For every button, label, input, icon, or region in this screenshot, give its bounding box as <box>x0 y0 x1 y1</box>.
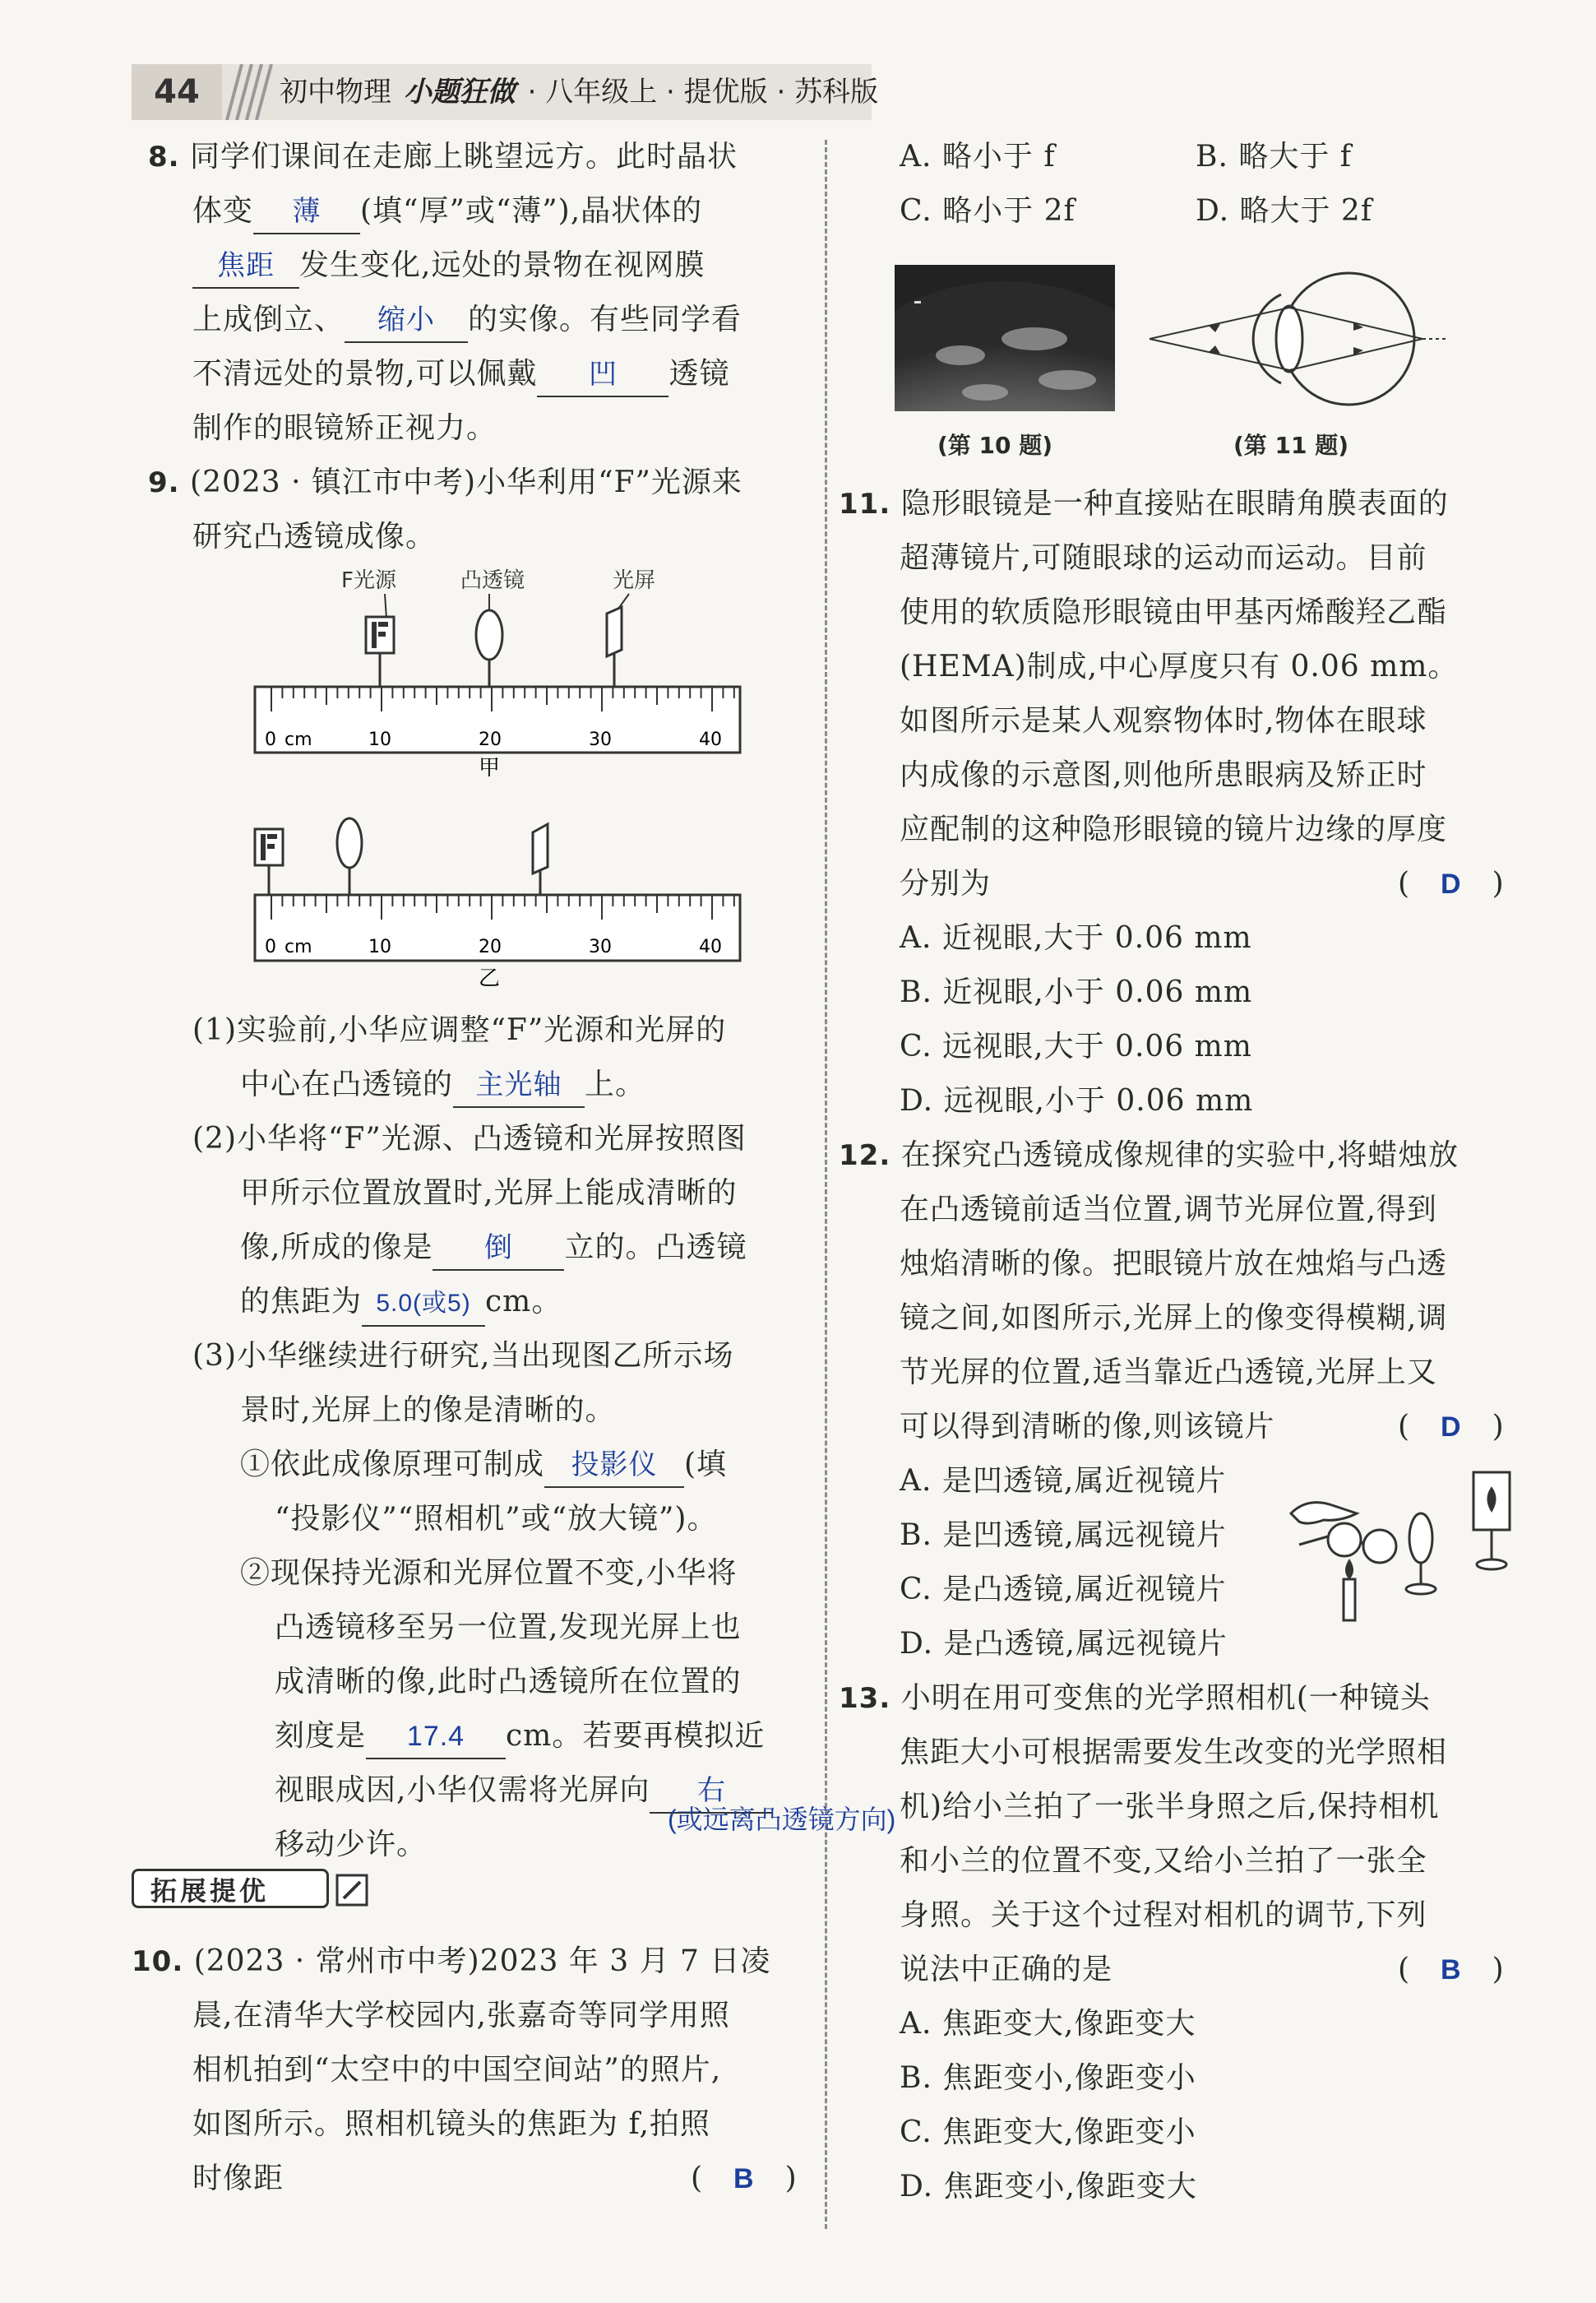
space-station-photo <box>895 265 1115 411</box>
q13-answer-paren: ( B ) <box>1398 1953 1505 1986</box>
q13-option-b: B. 焦距变小,像距变小 <box>900 2061 1196 2095</box>
answer-choice: B <box>733 2163 755 2194</box>
label-screen: 光屏 <box>613 568 656 593</box>
q13-line6: 说法中正确的是 <box>900 1953 1113 1986</box>
text: 发生变化,远处的景物在视网膜 <box>299 248 705 282</box>
q11-line4: (HEMA)制成,中心厚度只有 0.06 mm。 <box>900 650 1459 683</box>
brand-logo: 小题狂做 <box>403 76 516 109</box>
figure-caption-11: (第 11 题) <box>1233 432 1349 459</box>
q9-sub2-line3: 成清晰的像,此时凸透镜所在位置的 <box>275 1665 742 1698</box>
figure-caption-10: (第 10 题) <box>937 432 1053 459</box>
section-tag: 拓展提优 <box>132 1869 329 1908</box>
answer-blank: 右 <box>650 1769 773 1814</box>
q11-line8: 分别为 <box>900 867 992 901</box>
q8-line3 <box>192 239 705 293</box>
text: 同学们课间在走廊上眺望远方。此时晶状 <box>190 140 738 174</box>
q9-part3-line2: 景时,光屏上的像是清晰的。 <box>240 1393 616 1427</box>
q9-sub2-line6: 移动少许。 <box>275 1828 428 1861</box>
question-number: 8. <box>148 141 180 174</box>
tick-label: 0 <box>265 937 276 957</box>
q13-option-a: A. 焦距变大,像距变大 <box>900 2007 1196 2041</box>
question-number: 13. <box>839 1682 891 1715</box>
q9-line2: 研究凸透镜成像。 <box>192 520 437 554</box>
text: 上成倒立、 <box>192 303 345 336</box>
q10-option-b: B. 略大于 f <box>1196 140 1353 174</box>
text: 在探究凸透镜成像规律的实验中,将蜡烛放 <box>900 1138 1460 1172</box>
text: 刻度是 <box>275 1719 367 1753</box>
q10-option-a: A. 略小于 f <box>900 140 1056 174</box>
answer-blank: 凹 <box>537 353 668 397</box>
label-lens: 凸透镜 <box>460 568 525 593</box>
text: 隐形眼镜是一种直接贴在眼睛角膜表面的 <box>900 487 1449 521</box>
tick-label: 20 <box>479 937 502 957</box>
q10-line2: 晨,在清华大学校园内,张嘉奇等同学用照 <box>192 1999 730 2032</box>
tick-label: 20 <box>479 730 502 750</box>
q13-line5: 身照。关于这个过程对相机的调节,下列 <box>900 1898 1427 1932</box>
text: cm。 <box>485 1285 562 1318</box>
text: 视眼成因,小华仅需将光屏向 <box>275 1773 650 1807</box>
text: ①依此成像原理可制成 <box>240 1448 545 1481</box>
answer-blank: 倒 <box>433 1226 564 1271</box>
q12-line6: 可以得到清晰的像,则该镜片 <box>900 1410 1275 1443</box>
answer-choice: D <box>1441 1411 1462 1443</box>
unit-label: cm <box>285 937 312 957</box>
q12-line5: 节光屏的位置,适当靠近凸透镜,光屏上又 <box>900 1355 1437 1389</box>
screen-a <box>607 607 622 687</box>
text: 体变 <box>192 194 254 228</box>
q12-option-d: D. 是凸透镜,属远视镜片 <box>900 1627 1228 1661</box>
tick-label: 40 <box>699 730 722 750</box>
q11-answer-paren: ( D ) <box>1398 867 1505 901</box>
q9-part3-line1: (3)小华继续进行研究,当出现图乙所示场 <box>192 1339 734 1373</box>
answer-choice: D <box>1441 869 1462 900</box>
f-source-a <box>366 617 394 687</box>
q13-option-c: C. 焦距变大,像距变小 <box>900 2115 1196 2149</box>
q12-line3: 烛焰清晰的像。把眼镜片放在烛焰与凸透 <box>900 1247 1448 1281</box>
q9-sub1-line2: “投影仪”“照相机”或“放大镜”)。 <box>275 1502 718 1536</box>
q11-option-a: A. 近视眼,大于 0.06 mm <box>900 921 1252 955</box>
answer-blank: 焦距 <box>192 244 299 289</box>
q13-line4: 和小兰的位置不变,又给小兰拍了一张全 <box>900 1844 1427 1878</box>
q9-sub2-line1: ②现保持光源和光屏位置不变,小华将 <box>240 1556 738 1590</box>
q12-answer-paren: ( D ) <box>1398 1410 1505 1443</box>
q10-line1 <box>132 1935 770 1989</box>
book-title <box>280 64 878 120</box>
edition-label: · 八年级上 · 提优版 · 苏科版 <box>527 76 879 109</box>
q9-part2-line4 <box>240 1275 562 1329</box>
lens-a <box>476 610 502 687</box>
pencil-icon <box>335 1874 368 1907</box>
q11-line6: 内成像的示意图,则他所患眼病及矫正时 <box>900 758 1427 792</box>
question-number: 11. <box>839 488 891 521</box>
lens-experiment-figure <box>1283 1464 1521 1637</box>
hand-icon <box>1291 1503 1357 1523</box>
q10-line3: 相机拍到“太空中的中国空间站”的照片, <box>192 2053 722 2087</box>
q10-option-c: C. 略小于 2f <box>900 194 1076 228</box>
answer-blank: 薄 <box>253 190 360 234</box>
text: 立的。凸透镜 <box>564 1230 747 1264</box>
tick-label: 10 <box>368 937 391 957</box>
text: 像,所成的像是 <box>240 1230 433 1264</box>
lens-b <box>337 818 362 895</box>
text: 的焦距为 <box>240 1285 363 1318</box>
question-number: 9. <box>148 466 180 499</box>
tick-label: 30 <box>589 730 612 750</box>
q9-part2-line3 <box>240 1221 747 1275</box>
q8-line2 <box>192 184 702 239</box>
answer-note: (或远离凸透镜方向) <box>668 1805 896 1834</box>
q12-line1 <box>839 1128 1459 1183</box>
q11-line3: 使用的软质隐形眼镜由甲基丙烯酸羟乙酯 <box>900 595 1448 629</box>
text: (填 <box>684 1448 728 1481</box>
eye-diagram <box>1143 265 1455 413</box>
column-divider <box>825 140 827 2229</box>
q9-part1-line2 <box>240 1058 645 1112</box>
figure-caption-b: 乙 <box>479 966 501 991</box>
q12-line2: 在凸透镜前适当位置,调节光屏位置,得到 <box>900 1193 1437 1226</box>
text: cm。若要再模拟近 <box>506 1719 766 1753</box>
text: 中心在凸透镜的 <box>240 1068 454 1101</box>
unit-label: cm <box>285 730 312 750</box>
q9-line1 <box>148 456 742 510</box>
answer-blank: 缩小 <box>345 299 468 343</box>
q12-option-c: C. 是凸透镜,属近视镜片 <box>900 1573 1227 1606</box>
q11-line7: 应配制的这种隐形眼镜的镜片边缘的厚度 <box>900 813 1448 846</box>
q12-option-a: A. 是凹透镜,属近视镜片 <box>900 1464 1227 1498</box>
text: (填“厚”或“薄”),晶状体的 <box>360 194 703 228</box>
q11-option-b: B. 近视眼,小于 0.06 mm <box>900 975 1253 1009</box>
q10-line5: 时像距 <box>192 2162 285 2195</box>
text: (2023 · 镇江市中考)小华利用“F”光源来 <box>190 466 742 499</box>
q9-sub2-line4 <box>275 1709 765 1763</box>
q10-answer-paren: ( B ) <box>691 2162 798 2195</box>
text: (2023 · 常州市中考)2023 年 3 月 7 日凌 <box>193 1944 771 1978</box>
question-number: 12. <box>839 1139 891 1172</box>
q13-line3: 机)给小兰拍了一张半身照之后,保持相机 <box>900 1790 1440 1823</box>
q8-line4 <box>192 293 742 347</box>
q11-line1 <box>839 477 1449 531</box>
q10-line4: 如图所示。照相机镜头的焦距为 f,拍照 <box>192 2107 710 2141</box>
answer-blank: 投影仪 <box>544 1443 684 1488</box>
text: 的实像。有些同学看 <box>468 303 742 336</box>
q8-line6: 制作的眼镜矫正视力。 <box>192 411 497 445</box>
q11-line5: 如图所示是某人观察物体时,物体在眼球 <box>900 704 1427 738</box>
q8-line5 <box>192 347 729 401</box>
ruler-b <box>255 895 740 961</box>
answer-choice: B <box>1441 1954 1462 1986</box>
question-number: 10. <box>132 1945 184 1978</box>
f-source-b <box>255 829 283 895</box>
q12-option-b: B. 是凹透镜,属远视镜片 <box>900 1518 1227 1552</box>
label-f-source: F光源 <box>341 568 396 593</box>
header-stripes-icon <box>224 64 273 120</box>
q11-line2: 超薄镜片,可随眼球的运动而运动。目前 <box>900 541 1427 575</box>
figure-caption-a: 甲 <box>479 756 501 781</box>
q9-part2-line1: (2)小华将“F”光源、凸透镜和光屏按照图 <box>192 1122 747 1156</box>
answer-blank: 17.4 <box>366 1715 506 1759</box>
q9-part1-line1: (1)实验前,小华应调整“F”光源和光屏的 <box>192 1013 727 1047</box>
tick-label: 40 <box>699 937 722 957</box>
text: 不清远处的景物,可以佩戴 <box>192 357 538 391</box>
tick-label: 0 <box>265 730 276 750</box>
q9-sub1-line1 <box>240 1438 727 1492</box>
text: 透镜 <box>668 357 730 391</box>
q13-line2: 焦距大小可根据需要发生改变的光学照相 <box>900 1735 1448 1769</box>
subject-label: 初中物理 <box>280 76 391 109</box>
q11-option-d: D. 远视眼,小于 0.06 mm <box>900 1084 1254 1118</box>
answer-blank: 主光轴 <box>453 1063 585 1108</box>
q12-line4: 镜之间,如图所示,光屏上的像变得模糊,调 <box>900 1301 1448 1335</box>
q13-option-d: D. 焦距变小,像距变大 <box>900 2170 1197 2203</box>
ruler-a <box>255 687 740 753</box>
q13-line1 <box>839 1671 1431 1726</box>
screen-b <box>533 824 548 895</box>
q10-option-d: D. 略大于 2f <box>1196 194 1373 228</box>
page-number: 44 <box>132 64 222 120</box>
optical-bench-figure <box>238 568 748 995</box>
q9-part2-line2: 甲所示位置放置时,光屏上能成清晰的 <box>240 1176 738 1210</box>
answer-blank: 5.0(或5) <box>362 1282 485 1327</box>
q8-line1 <box>148 130 738 184</box>
tick-label: 10 <box>368 730 391 750</box>
q9-sub2-line2: 凸透镜移至另一位置,发现光屏上也 <box>275 1610 742 1644</box>
text: 上。 <box>585 1068 646 1101</box>
q11-option-c: C. 远视眼,大于 0.06 mm <box>900 1030 1252 1063</box>
tick-label: 30 <box>589 937 612 957</box>
text: 小明在用可变焦的光学照相机(一种镜头 <box>900 1681 1431 1715</box>
